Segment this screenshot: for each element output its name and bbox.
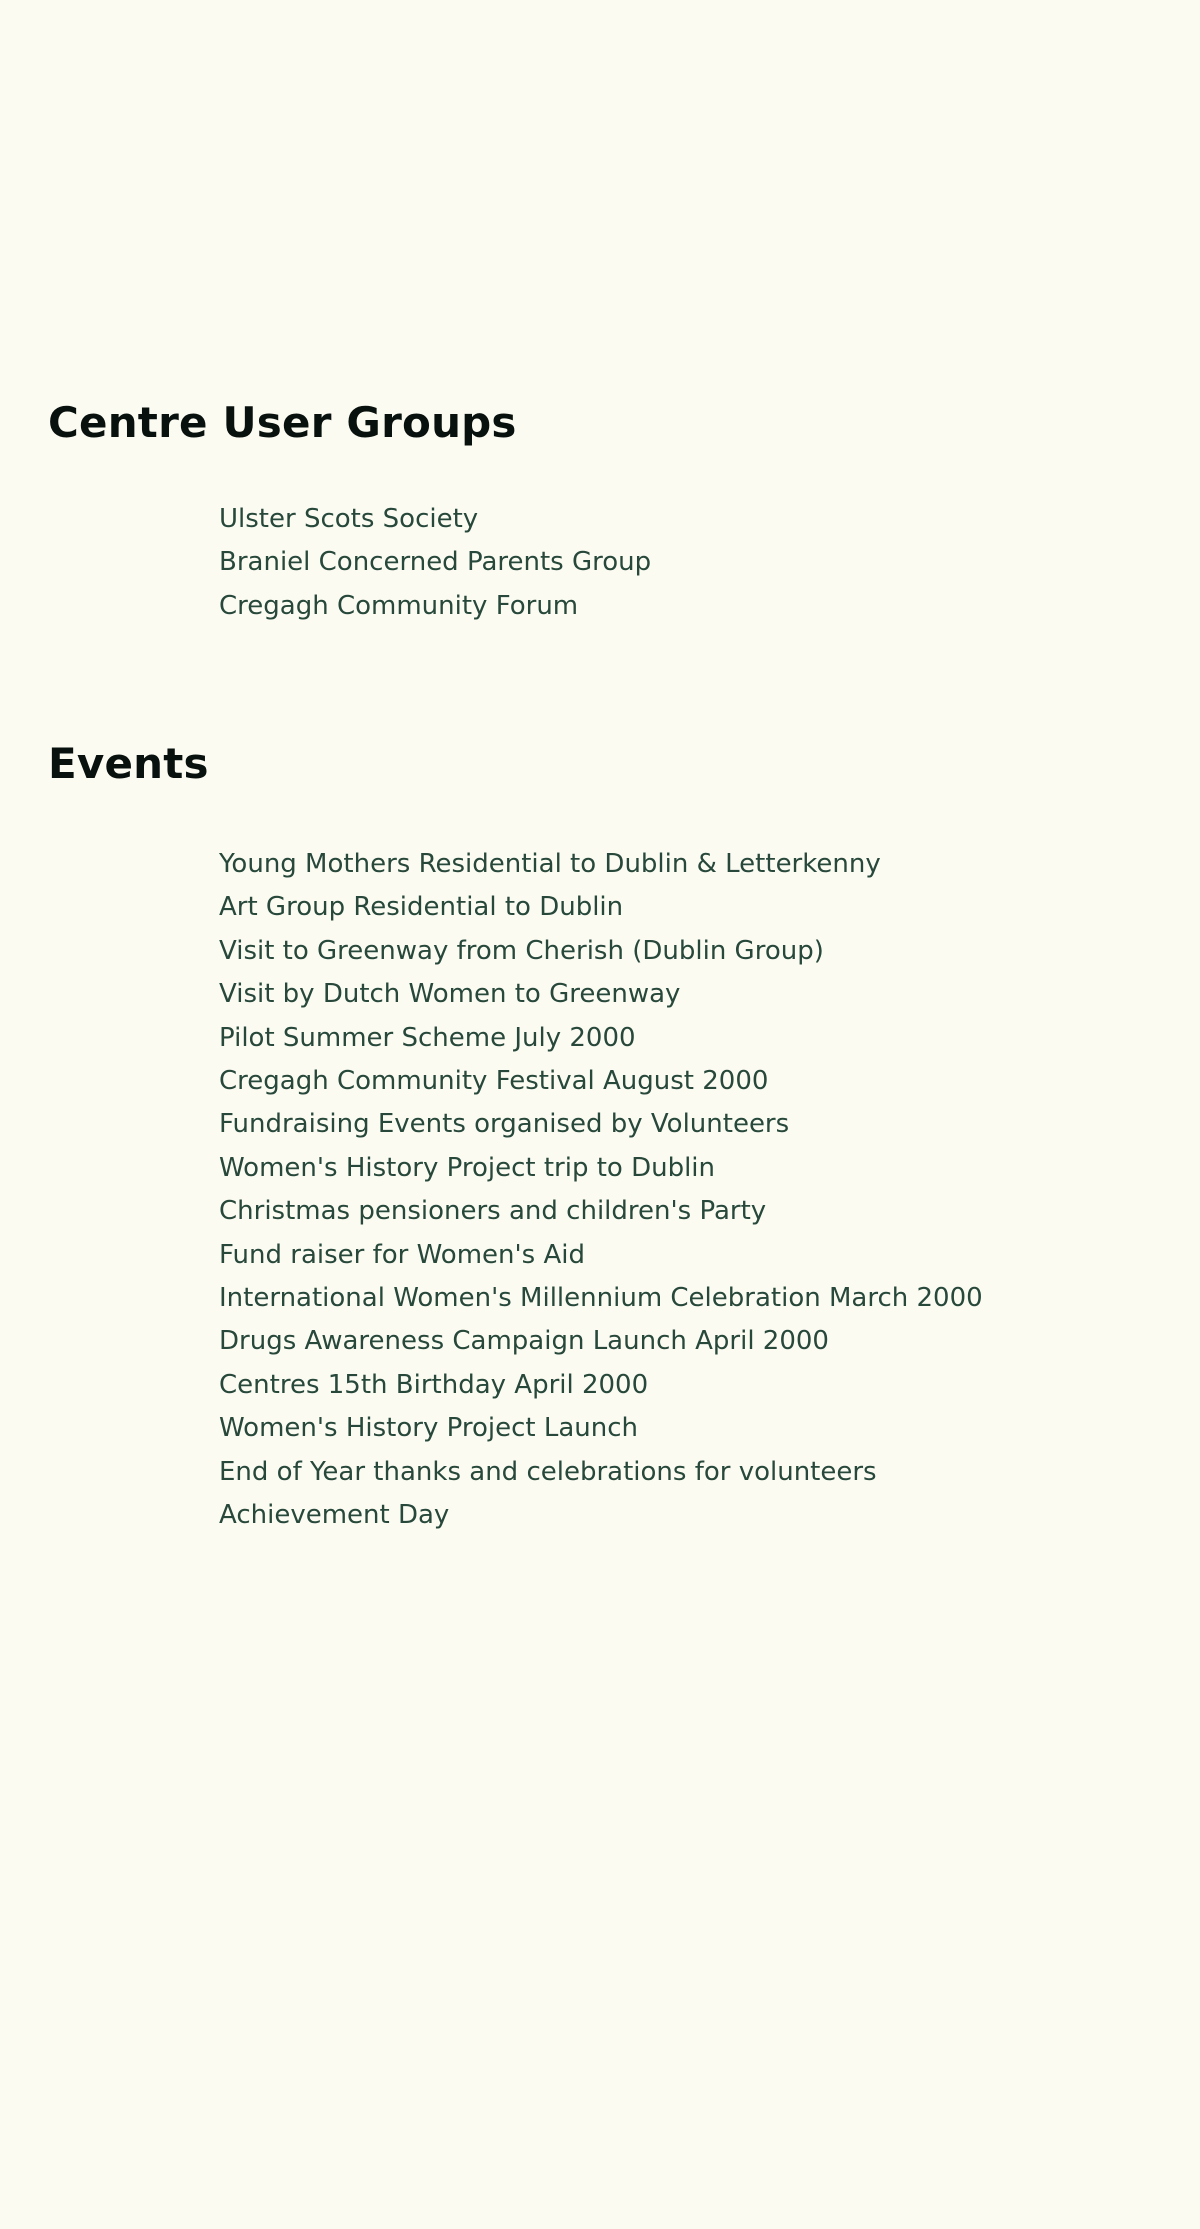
list-item: Women's History Project trip to Dublin xyxy=(219,1152,716,1183)
list-item: Visit to Greenway from Cherish (Dublin Group) xyxy=(219,935,824,966)
list-item: Women's History Project Launch xyxy=(219,1413,638,1444)
list-item: Drugs Awareness Campaign Launch April 2000 xyxy=(219,1326,829,1357)
list-item: Visit by Dutch Women to Greenway xyxy=(219,979,681,1010)
list-item: Fundraising Events organised by Volunteers xyxy=(219,1109,790,1140)
events-list xyxy=(219,843,983,1538)
list-item: International Women's Millennium Celebration March 2000 xyxy=(219,1283,983,1314)
list-item: Centres 15th Birthday April 2000 xyxy=(219,1369,649,1400)
list-item: Braniel Concerned Parents Group xyxy=(219,547,652,578)
events-heading: Events xyxy=(48,739,209,788)
list-item: Ulster Scots Society xyxy=(219,504,479,534)
list-item: Young Mothers Residential to Dublin & Letterkenny xyxy=(219,849,881,879)
list-item: Christmas pensioners and children's Party xyxy=(219,1196,767,1227)
list-item: Pilot Summer Scheme July 2000 xyxy=(219,1022,636,1053)
centre-user-groups-list xyxy=(219,498,651,628)
list-item: Art Group Residential to Dublin xyxy=(219,892,624,923)
list-item: Achievement Day xyxy=(219,1500,450,1531)
list-item: Cregagh Community Festival August 2000 xyxy=(219,1066,769,1097)
list-item: End of Year thanks and celebrations for volunteers xyxy=(219,1456,877,1487)
centre-user-groups-heading: Centre User Groups xyxy=(48,398,517,447)
list-item: Fund raiser for Women's Aid xyxy=(219,1239,585,1270)
list-item: Cregagh Community Forum xyxy=(219,590,579,621)
